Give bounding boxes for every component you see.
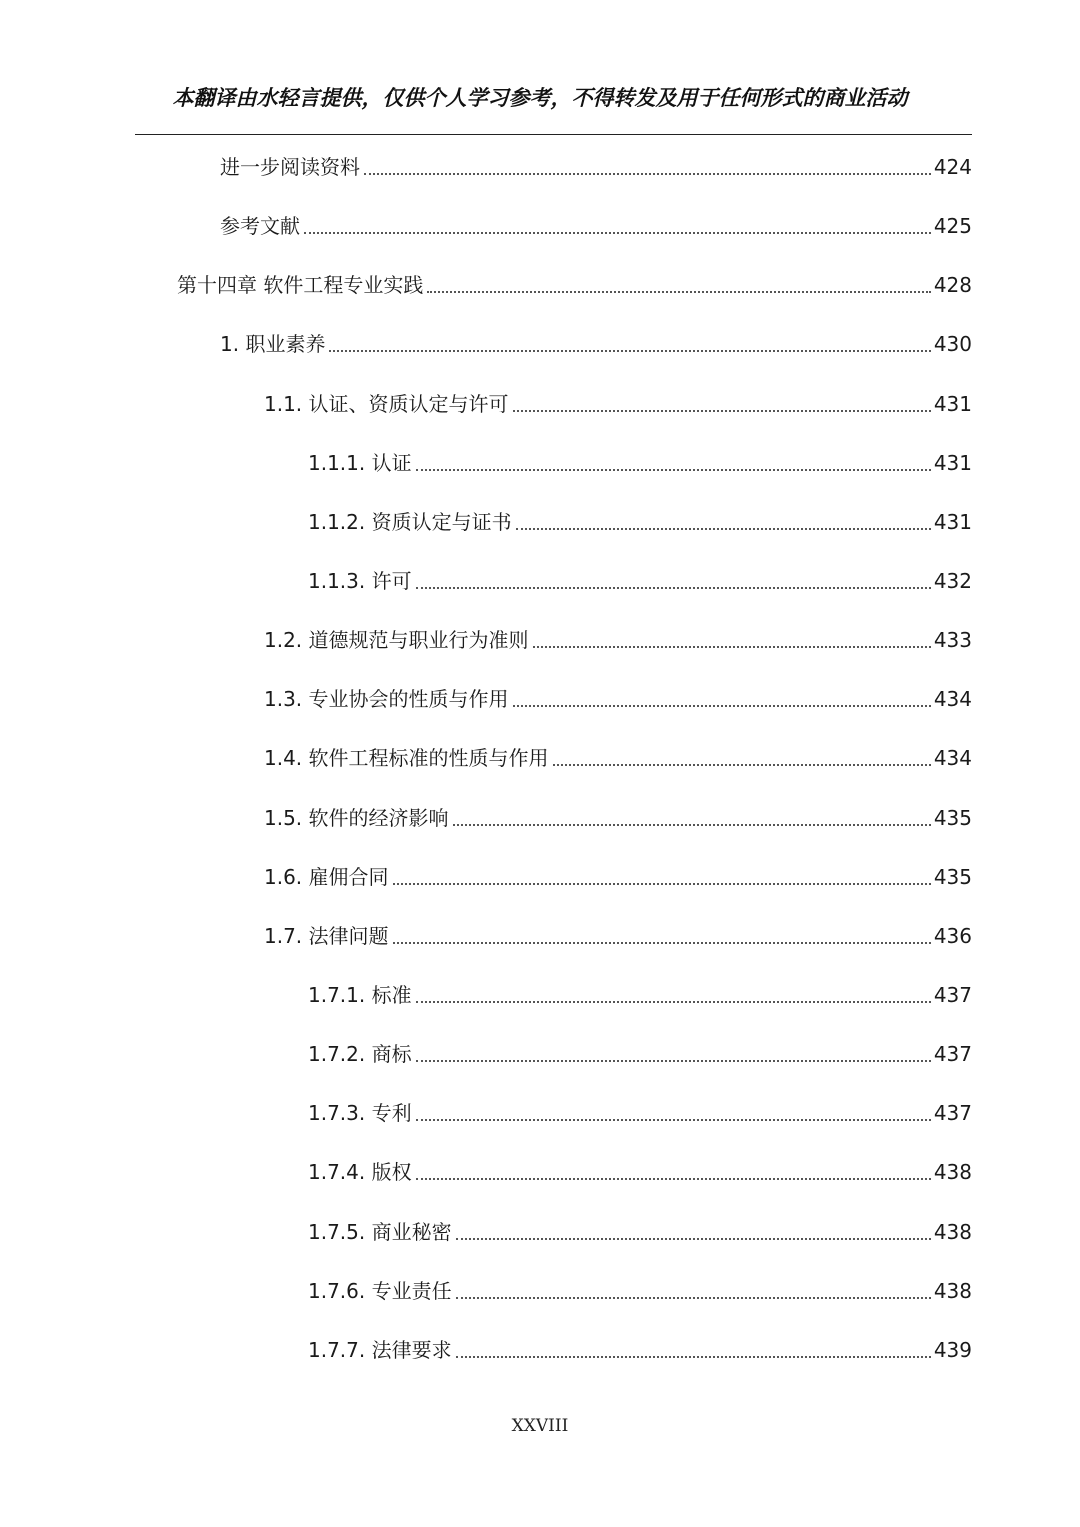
- toc-entry[interactable]: [264, 921, 972, 951]
- toc-entry-page: 428: [933, 273, 972, 297]
- toc-entry-title: 1.1.2. 资质认定与证书: [308, 510, 512, 534]
- toc-dot-leader: [513, 410, 931, 412]
- toc-entry[interactable]: [264, 389, 972, 419]
- page-number: XXVIII: [511, 1416, 569, 1436]
- toc-dot-leader: [393, 883, 931, 885]
- toc-entry-page: 438: [933, 1160, 972, 1184]
- toc-entry-page: 438: [933, 1279, 972, 1303]
- toc-entry-page: 437: [933, 1101, 972, 1125]
- toc-entry[interactable]: [308, 1039, 972, 1069]
- toc-dot-leader: [453, 824, 931, 826]
- toc-dot-leader: [516, 528, 931, 530]
- toc-entry[interactable]: [264, 743, 972, 773]
- toc-entry-page: 431: [933, 451, 972, 475]
- toc-dot-leader: [513, 705, 931, 707]
- toc-entry[interactable]: [308, 448, 972, 478]
- toc-entry-title: 1.7.7. 法律要求: [308, 1338, 452, 1362]
- header-divider: [135, 134, 972, 135]
- toc-entry-title: 1.1.3. 许可: [308, 569, 412, 593]
- toc-entry[interactable]: [308, 1157, 972, 1187]
- toc-entry-page: 437: [933, 1042, 972, 1066]
- toc-entry-title: 1.7.5. 商业秘密: [308, 1220, 452, 1244]
- toc-entry-page: 425: [933, 214, 972, 238]
- toc-entry-title: 1.4. 软件工程标准的性质与作用: [264, 746, 549, 770]
- toc-entry[interactable]: [308, 1335, 972, 1365]
- toc-dot-leader: [416, 1001, 931, 1003]
- toc-dot-leader: [329, 350, 930, 352]
- toc-entry-page: 433: [933, 628, 972, 652]
- toc-entry[interactable]: [264, 625, 972, 655]
- toc-entry-title: 1.1.1. 认证: [308, 451, 412, 475]
- toc-entry-title: 1.6. 雇佣合同: [264, 865, 389, 889]
- toc-entry-title: 1.1. 认证、资质认定与许可: [264, 392, 509, 416]
- toc-dot-leader: [416, 587, 931, 589]
- toc-entry[interactable]: [308, 1217, 972, 1247]
- toc-entry-title: 1. 职业素养: [220, 332, 326, 356]
- toc-dot-leader: [304, 232, 931, 234]
- toc-entry[interactable]: [308, 507, 972, 537]
- toc-dot-leader: [416, 1178, 931, 1180]
- toc-entry-title: 1.7.6. 专业责任: [308, 1279, 452, 1303]
- toc-entry-page: 432: [933, 569, 972, 593]
- toc-entry-title: 1.7.2. 商标: [308, 1042, 412, 1066]
- toc-entry-page: 437: [933, 983, 972, 1007]
- toc-entry-page: 424: [933, 155, 972, 179]
- toc-entry[interactable]: [264, 862, 972, 892]
- toc-entry-page: 434: [933, 687, 972, 711]
- toc-entry-page: 431: [933, 392, 972, 416]
- toc-dot-leader: [456, 1356, 931, 1358]
- toc-entry-page: 438: [933, 1220, 972, 1244]
- toc-dot-leader: [416, 1060, 931, 1062]
- toc-dot-leader: [393, 942, 931, 944]
- toc-entry[interactable]: [220, 211, 972, 241]
- toc-entry-title: 进一步阅读资料: [220, 155, 360, 179]
- toc-entry-title: 1.3. 专业协会的性质与作用: [264, 687, 509, 711]
- toc-entry-page: 439: [933, 1338, 972, 1362]
- toc-entry[interactable]: [264, 803, 972, 833]
- toc-entry[interactable]: [308, 980, 972, 1010]
- toc-entry-title: 1.7.4. 版权: [308, 1160, 412, 1184]
- toc-dot-leader: [456, 1297, 931, 1299]
- toc-entry[interactable]: [308, 1098, 972, 1128]
- toc-entry-title: 参考文献: [220, 214, 300, 238]
- toc-entry-page: 435: [933, 865, 972, 889]
- toc-dot-leader: [456, 1238, 931, 1240]
- toc-entry-title: 1.7.1. 标准: [308, 983, 412, 1007]
- toc-entry-page: 431: [933, 510, 972, 534]
- toc-entry-title: 1.2. 道德规范与职业行为准则: [264, 628, 529, 652]
- toc-entry[interactable]: [220, 152, 972, 182]
- toc-entry[interactable]: [308, 566, 972, 596]
- toc-entry[interactable]: [264, 684, 972, 714]
- toc-dot-leader: [416, 1119, 931, 1121]
- toc-entry-title: 1.7.3. 专利: [308, 1101, 412, 1125]
- toc-chapter-entry[interactable]: [177, 270, 972, 300]
- toc-dot-leader: [427, 291, 930, 293]
- toc-entry-page: 436: [933, 924, 972, 948]
- toc-entry-page: 430: [933, 332, 972, 356]
- toc-entry-title: 1.5. 软件的经济影响: [264, 806, 449, 830]
- toc-dot-leader: [533, 646, 931, 648]
- toc-entry[interactable]: [308, 1276, 972, 1306]
- toc-dot-leader: [416, 469, 931, 471]
- toc-entry-page: 434: [933, 746, 972, 770]
- header-disclaimer: 本翻译由水轻言提供，仅供个人学习参考，不得转发及用于任何形式的商业活动: [172, 86, 908, 110]
- toc-dot-leader: [553, 764, 931, 766]
- toc-entry-page: 435: [933, 806, 972, 830]
- toc-dot-leader: [364, 173, 931, 175]
- toc-entry[interactable]: [220, 329, 972, 359]
- toc-entry-title: 第十四章 软件工程专业实践: [177, 273, 424, 297]
- toc-entry-title: 1.7. 法律问题: [264, 924, 389, 948]
